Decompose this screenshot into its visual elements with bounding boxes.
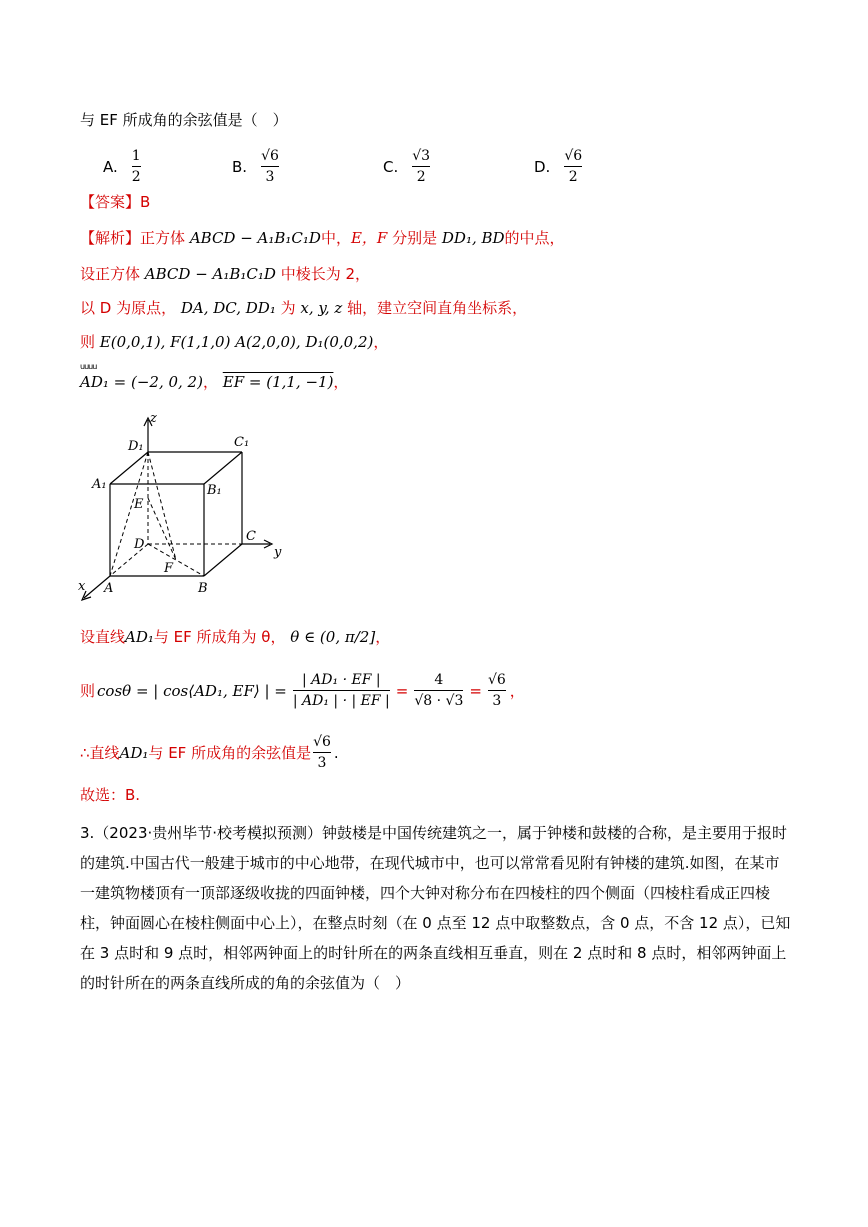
- answer-line: [80, 192, 150, 212]
- edge-cb: [204, 544, 242, 576]
- cube-name: ABCD − A₁B₁C₁D: [144, 265, 276, 283]
- cos-denominator: | AD₁ | · | EF |: [292, 693, 390, 709]
- diagonal-db: [148, 544, 204, 576]
- axis-names: x, y, z: [300, 299, 343, 317]
- label-z: z: [150, 411, 157, 426]
- question-3-line: 在 3 点时和 9 点时，相邻两钟面上的时针所在的两条直线相互垂直，则在 2 点时和 8 点时，相邻两钟面上: [80, 944, 787, 962]
- label-b: B: [198, 581, 208, 596]
- question-3-line: 3.（2023·贵州毕节·校考模拟预测）钟鼓楼是中国传统建筑之一，属于钟楼和鼓楼的合称，是主要用于报时: [80, 824, 788, 842]
- solution-text: 则: [80, 333, 96, 351]
- solution-text: 则: [80, 682, 96, 700]
- result-numerator: √6: [487, 672, 506, 688]
- question-3-line: 的建筑.中国古代一般建于城市的中心地带，在现代城市中，也可以常常看见附有钟楼的建筑.如图，在某市: [80, 854, 780, 872]
- label-a: A: [104, 581, 114, 596]
- label-e: E: [134, 497, 144, 512]
- option-d-num: √6: [564, 148, 583, 164]
- solution-text: .: [333, 743, 339, 762]
- solution-text: ，: [509, 682, 525, 700]
- solution-text: 为: [280, 299, 296, 317]
- label-b1: B₁: [207, 483, 222, 498]
- option-d-label: D.: [534, 157, 551, 176]
- solution-text: 设直线: [80, 628, 126, 646]
- solution-conclusion: 故选：B.: [80, 786, 141, 804]
- label-a1: A₁: [92, 477, 107, 492]
- solution-line-2: [80, 264, 370, 284]
- point-coordinates: E(0,0,1), F(1,1,0) A(2,0,0), D₁(0,0,2): [99, 333, 374, 351]
- option-a-num: 1: [131, 148, 141, 164]
- edge-c1b1: [204, 452, 242, 484]
- question-3-line: 柱，钟面圆心在棱柱侧面中心上），在整点时刻（在 0 点至 12 点中取整数点，含 0 点，不含 12 点），已知: [80, 914, 791, 932]
- option-a-den: 2: [131, 169, 141, 185]
- label-f: F: [164, 561, 174, 576]
- value-denominator: √8 · √3: [414, 693, 464, 709]
- option-b[interactable]: [232, 148, 279, 185]
- angle-range: θ ∈ (0, π/2]: [290, 628, 376, 646]
- solution-text: ，: [375, 628, 391, 646]
- answer-value: B: [140, 193, 151, 211]
- solution-text: ，: [202, 373, 218, 391]
- cos-expression: cosθ = | cos⟨AD₁, EF⟩ | =: [97, 681, 287, 700]
- solution-text: 分别是: [387, 229, 438, 247]
- answer-tag: 【答案】: [80, 193, 141, 211]
- vector-arrow-mark: uuuu: [80, 362, 97, 371]
- label-x: x: [78, 579, 86, 594]
- midpoint-segments: DD₁, BD: [441, 229, 505, 247]
- option-a-label: A.: [103, 157, 118, 176]
- question-3-line: 一建筑物楼顶有一顶部逐级收拢的四面钟楼，四个大钟对称分布在四棱柱的四个侧面（四棱柱看成正四棱: [80, 884, 771, 902]
- solution-text: ，: [333, 373, 349, 391]
- solution-text: 轴，建立空间直角坐标系，: [347, 299, 528, 317]
- solution-text: 与 EF 所成角为 θ，: [153, 628, 286, 646]
- cube-figure: [70, 408, 290, 608]
- equals-sign: =: [469, 681, 482, 700]
- solution-line-7: [80, 734, 339, 771]
- option-a[interactable]: [103, 148, 141, 185]
- option-d-den: 2: [568, 169, 578, 185]
- option-b-num: √6: [261, 148, 279, 164]
- solution-text: ，: [373, 333, 389, 351]
- solution-text: 的中点，: [504, 229, 565, 247]
- solution-text: 正方体: [140, 229, 186, 247]
- solution-ef: E，F: [350, 229, 388, 247]
- option-b-label: B.: [232, 157, 248, 176]
- final-denominator: 3: [317, 755, 327, 771]
- solution-line-4: [80, 332, 388, 352]
- option-b-den: 3: [265, 169, 275, 185]
- option-c-label: C.: [383, 157, 399, 176]
- solution-line-vectors: [80, 372, 348, 392]
- equals-sign: =: [395, 681, 409, 700]
- vector-ef: EF = (1,1, −1): [222, 373, 334, 391]
- label-y: y: [274, 545, 282, 560]
- label-c: C: [246, 529, 256, 544]
- label-c1: C₁: [234, 435, 250, 450]
- solution-line-3: [80, 298, 527, 318]
- option-c-num: √3: [412, 148, 431, 164]
- value-numerator: 4: [434, 672, 444, 688]
- solution-text: ∴直线: [80, 744, 120, 762]
- solution-tag: 【解析】: [80, 229, 141, 247]
- question-stem: 与 EF 所成角的余弦值是（ ）: [80, 111, 288, 129]
- solution-text: 以 D 为原点，: [80, 299, 177, 317]
- solution-line-6: [80, 672, 525, 709]
- option-c-den: 2: [416, 169, 426, 185]
- solution-text: 中，: [320, 229, 351, 247]
- solution-text: 中棱长为 2，: [280, 265, 371, 283]
- cos-numerator: | AD₁ · EF |: [302, 672, 381, 688]
- option-c[interactable]: [383, 148, 430, 185]
- line-ad1: AD₁: [119, 743, 149, 762]
- edge-a1d1: [110, 452, 148, 484]
- result-denominator: 3: [492, 693, 502, 709]
- label-d: D: [134, 537, 145, 552]
- cube-name: ABCD − A₁B₁C₁D: [189, 229, 321, 247]
- solution-text: 与 EF 所成角的余弦值是: [148, 744, 312, 762]
- line-ad1: AD₁: [125, 628, 154, 646]
- vector-ad1: AD₁ = (−2, 0, 2): [80, 373, 203, 391]
- label-d1: D₁: [128, 439, 144, 454]
- final-numerator: √6: [313, 734, 331, 750]
- axis-sources: DA, DC, DD₁: [180, 299, 276, 317]
- segment-ad1: [110, 452, 148, 576]
- solution-line-5: [80, 627, 390, 647]
- option-d[interactable]: [534, 148, 582, 185]
- question-3: [80, 818, 795, 998]
- question-3-line: 的时针所在的两条直线所成的角的余弦值为（ ）: [80, 974, 411, 992]
- solution-line-1: [80, 228, 565, 248]
- solution-text: 设正方体: [80, 265, 141, 283]
